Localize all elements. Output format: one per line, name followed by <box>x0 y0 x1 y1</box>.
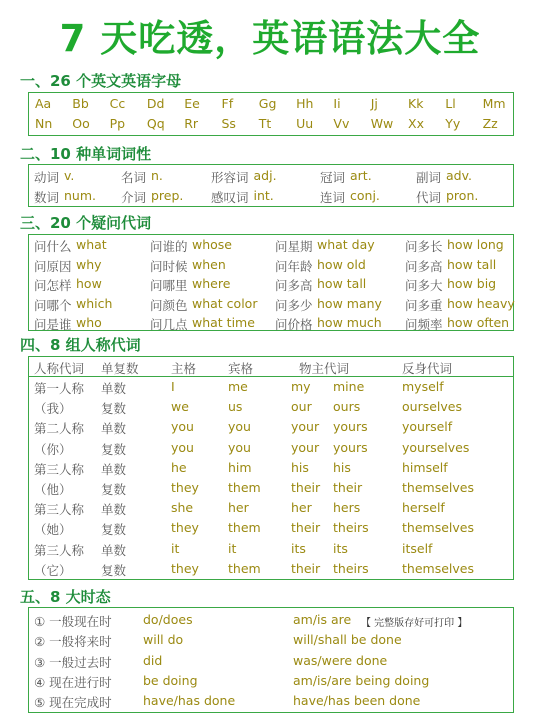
pos-abbr: adj. <box>253 168 277 183</box>
pronoun-cell: 复数 <box>101 401 127 417</box>
pronoun-cell: （她） <box>34 522 72 538</box>
section-title-pronouns: 四、8 组人称代词 <box>20 336 141 354</box>
pronoun-cell: you <box>228 439 251 455</box>
pronoun-cell: 第三人称 <box>34 542 85 558</box>
section-title-question-words: 三、20 个疑问代词 <box>20 214 152 232</box>
tense-active-form: be doing <box>143 672 198 688</box>
question-chinese: 问多大 <box>405 278 443 293</box>
pos-abbr: art. <box>350 168 372 183</box>
question-chinese: 问什么 <box>34 239 72 254</box>
pos-abbr: prep. <box>151 188 184 203</box>
question-word: why <box>76 256 102 272</box>
pronoun-cell: themselves <box>402 560 474 576</box>
pronoun-header: 单复数 <box>101 361 139 376</box>
pronoun-cell: yourself <box>402 419 453 435</box>
question-word: when <box>192 256 226 272</box>
question-word: how much <box>317 315 382 330</box>
pronoun-cell: her <box>291 500 312 516</box>
tense-name: ① 一般现在时 <box>34 614 112 629</box>
section-title-parts-of-speech: 二、10 种单词词性 <box>20 145 152 163</box>
alphabet-letter: Oo <box>72 116 90 131</box>
header-divider <box>29 376 513 377</box>
tense-active-form: do/does <box>143 612 193 627</box>
question-chinese: 问原因 <box>34 258 72 274</box>
tenses-box <box>28 607 514 713</box>
pronoun-cell: theirs <box>333 560 369 576</box>
pos-chinese: 代词 <box>416 190 442 205</box>
pronoun-cell: 第一人称 <box>34 381 85 396</box>
question-chinese: 问多少 <box>275 297 313 313</box>
pronoun-cell: we <box>171 399 189 415</box>
pos-chinese: 介词 <box>121 190 147 205</box>
pronoun-cell: 单数 <box>101 461 127 477</box>
tense-name: ② 一般将来时 <box>34 634 112 650</box>
pronoun-cell: his <box>333 459 351 475</box>
question-chinese: 问是谁 <box>34 317 72 332</box>
tense-name: ④ 现在进行时 <box>34 674 112 690</box>
pronoun-cell: mine <box>333 379 365 394</box>
question-word: what <box>76 237 107 252</box>
pronoun-cell: you <box>171 419 194 435</box>
tense-name: ③ 一般过去时 <box>34 654 112 670</box>
pronoun-cell: themselves <box>402 480 474 495</box>
alphabet-letter: Yy <box>445 116 461 131</box>
pronoun-cell: itself <box>402 540 433 556</box>
question-chinese: 问时候 <box>150 258 188 274</box>
alphabet-letter: Zz <box>482 116 498 131</box>
alphabet-letter: Aa <box>35 96 52 111</box>
pronoun-cell: his <box>291 459 309 475</box>
alphabet-letter: Jj <box>370 96 378 111</box>
pos-chinese: 形容词 <box>211 170 249 185</box>
question-word: what day <box>317 237 375 252</box>
pronoun-cell: us <box>228 399 243 415</box>
alphabet-letter: Ii <box>333 96 341 111</box>
alphabet-letter: Dd <box>146 96 165 111</box>
question-word: how long <box>447 237 504 252</box>
pronoun-cell: （你） <box>34 441 72 457</box>
pronoun-cell: me <box>228 379 248 394</box>
question-word: how often <box>447 315 510 330</box>
pronoun-cell: 单数 <box>101 381 127 396</box>
pos-abbr: num. <box>64 188 96 203</box>
tense-passive-form: have/has been done <box>293 693 421 709</box>
pronoun-cell: （我） <box>34 401 72 417</box>
pronoun-header: 主格 <box>171 361 197 376</box>
alphabet-letter: Uu <box>296 116 314 131</box>
question-word: how <box>76 276 102 291</box>
question-chinese: 问多长 <box>405 239 443 254</box>
pronoun-header: 宾格 <box>228 361 254 376</box>
pronoun-cell: their <box>291 520 321 536</box>
pronoun-cell: them <box>228 560 261 576</box>
alphabet-letter: Tt <box>258 116 272 131</box>
alphabet-letter: Hh <box>296 96 314 111</box>
pronoun-cell: 复数 <box>101 562 127 578</box>
question-chinese: 问多重 <box>405 297 443 313</box>
pos-chinese: 名词 <box>121 170 147 185</box>
pronoun-cell: 单数 <box>101 502 127 518</box>
pronoun-header: 人称代词 <box>34 361 85 376</box>
pronoun-cell: your <box>291 419 320 435</box>
question-chinese: 问谁的 <box>150 239 188 254</box>
pronoun-cell: hers <box>333 500 361 516</box>
pronoun-cell: its <box>291 540 306 556</box>
pronoun-cell: 复数 <box>101 522 127 538</box>
alphabet-letter: Qq <box>146 116 165 131</box>
pos-abbr: n. <box>151 168 163 183</box>
pos-chinese: 冠词 <box>320 170 346 185</box>
pronoun-cell: it <box>228 540 237 556</box>
pronoun-cell: their <box>333 480 363 495</box>
question-chinese: 问哪个 <box>34 297 72 313</box>
pronoun-cell: 复数 <box>101 482 127 497</box>
tense-active-form: did <box>143 652 163 668</box>
alphabet-letter: Ww <box>370 116 394 131</box>
pronoun-cell: you <box>228 419 251 435</box>
pronoun-cell: 第二人称 <box>34 421 85 437</box>
pronoun-cell: she <box>171 500 194 516</box>
pronoun-cell: theirs <box>333 520 369 536</box>
section-title-alphabet: 一、26 个英文英语字母 <box>20 72 182 90</box>
pronoun-header: 反身代词 <box>402 361 453 376</box>
print-note: 【 完整版存好可打印 】 <box>361 618 468 629</box>
question-word: how old <box>317 256 366 272</box>
tense-passive-form: was/were done <box>293 652 388 668</box>
pronoun-cell: I <box>171 379 175 394</box>
alphabet-letter: Pp <box>109 116 126 131</box>
alphabet-letter: Ll <box>445 96 456 111</box>
pronoun-cell: they <box>171 480 199 495</box>
alphabet-letter: Rr <box>184 116 199 131</box>
pronoun-cell: her <box>228 500 249 516</box>
pronoun-cell: you <box>171 439 194 455</box>
pronoun-cell: yours <box>333 419 368 435</box>
question-word: what color <box>192 295 258 311</box>
pronoun-cell: 复数 <box>101 441 127 457</box>
alphabet-letter: Ss <box>221 116 236 131</box>
alphabet-letter: Kk <box>408 96 424 111</box>
pos-abbr: adv. <box>446 168 472 183</box>
pronoun-cell: yours <box>333 439 368 455</box>
question-chinese: 问几点 <box>150 317 188 332</box>
question-word: how heavy <box>447 295 515 311</box>
parts-of-speech-box <box>28 164 514 207</box>
pronoun-cell: ours <box>333 399 361 415</box>
pronouns-table <box>28 356 514 580</box>
pronoun-cell: their <box>291 480 321 495</box>
pronoun-cell: my <box>291 379 311 394</box>
question-chinese: 问多高 <box>275 278 313 293</box>
alphabet-letter: Vv <box>333 116 350 131</box>
alphabet-letter: Nn <box>35 116 53 131</box>
question-word: what time <box>192 315 255 330</box>
pronoun-cell: 第三人称 <box>34 502 85 518</box>
alphabet-letter: Gg <box>258 96 277 111</box>
alphabet-box <box>28 92 514 136</box>
pronoun-cell: themselves <box>402 520 474 536</box>
pronoun-cell: him <box>228 459 252 475</box>
pos-chinese: 感叹词 <box>211 190 249 205</box>
tense-active-form: will do <box>143 632 184 648</box>
pos-chinese: 副词 <box>416 170 442 185</box>
question-word: how tall <box>447 256 497 272</box>
pos-abbr: pron. <box>446 188 479 203</box>
alphabet-letter: Ff <box>221 96 234 111</box>
question-word: how many <box>317 295 382 311</box>
pronoun-cell: 单数 <box>101 542 127 558</box>
question-chinese: 问价格 <box>275 317 313 332</box>
tense-passive-form: am/is/are being doing <box>293 672 430 688</box>
pronoun-cell: it <box>171 540 180 556</box>
pos-abbr: v. <box>64 168 75 183</box>
pronoun-cell: myself <box>402 379 444 394</box>
question-chinese: 问怎样 <box>34 278 72 293</box>
question-word: which <box>76 295 113 311</box>
question-chinese: 问哪里 <box>150 278 188 293</box>
pronoun-cell: them <box>228 520 261 536</box>
pronoun-cell: they <box>171 560 199 576</box>
question-chinese: 问多高 <box>405 258 443 274</box>
pronoun-cell: herself <box>402 500 445 516</box>
pronoun-cell: your <box>291 439 320 455</box>
pronoun-cell: them <box>228 480 261 495</box>
pronoun-cell: our <box>291 399 312 415</box>
alphabet-letter: Ee <box>184 96 200 111</box>
pos-chinese: 数词 <box>34 190 60 205</box>
alphabet-letter: Cc <box>109 96 126 111</box>
question-word: how tall <box>317 276 367 291</box>
pronoun-cell: （他） <box>34 482 72 497</box>
pronoun-cell: himself <box>402 459 448 475</box>
alphabet-letter: Xx <box>408 116 424 131</box>
question-words-box <box>28 234 514 331</box>
pronoun-cell: 第三人称 <box>34 461 85 477</box>
pronoun-cell: he <box>171 459 187 475</box>
tense-passive-form: am/is are <box>293 612 352 627</box>
pos-chinese: 动词 <box>34 170 60 185</box>
pronoun-cell: they <box>171 520 199 536</box>
alphabet-letter: Mm <box>482 96 506 111</box>
tense-active-form: have/has done <box>143 693 236 709</box>
pronoun-cell: yourselves <box>402 439 470 455</box>
tense-passive-form: will/shall be done <box>293 632 402 648</box>
pronoun-header: 物主代词 <box>299 361 350 376</box>
question-word: where <box>192 276 231 291</box>
pronoun-cell: their <box>291 560 321 576</box>
question-chinese: 问星期 <box>275 239 313 254</box>
alphabet-letter: Bb <box>72 96 89 111</box>
tense-name: ⑤ 现在完成时 <box>34 695 112 711</box>
pronoun-cell: 单数 <box>101 421 127 437</box>
pos-chinese: 连词 <box>320 190 346 205</box>
pos-abbr: int. <box>253 188 274 203</box>
question-word: whose <box>192 237 232 252</box>
pronoun-cell: （它） <box>34 562 72 578</box>
section-title-tenses: 五、8 大时态 <box>20 588 111 606</box>
pronoun-cell: its <box>333 540 348 556</box>
pos-abbr: conj. <box>350 188 380 203</box>
page-title: 7 天吃透，英语语法大全 <box>59 17 481 60</box>
question-word: how big <box>447 276 497 291</box>
question-chinese: 问颜色 <box>150 297 188 313</box>
pronoun-cell: ourselves <box>402 399 462 415</box>
question-chinese: 问频率 <box>405 317 443 332</box>
question-chinese: 问年龄 <box>275 258 313 274</box>
question-word: who <box>76 315 102 330</box>
